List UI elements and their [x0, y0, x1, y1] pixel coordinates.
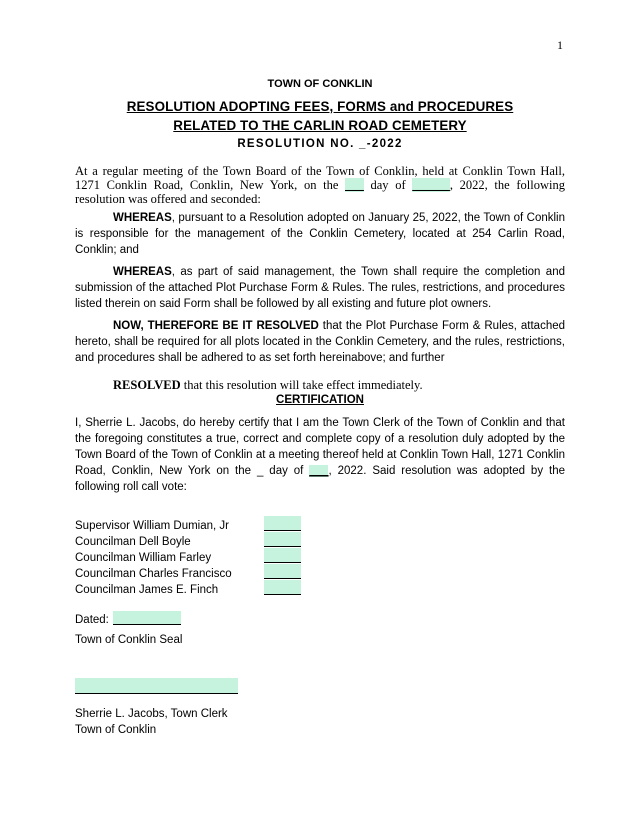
vote-field[interactable]	[264, 532, 301, 547]
certification-text-1: I, Sherrie L. Jacobs, do hereby certify that I am the Town Clerk of the Town of Conklin and that the foregoing constitutes a true, correct and complete copy of a resolution duly adopted by the Town Board of the Town of Conklin at a meeting thereof held at Conklin Town Hall, 1271 Conklin Road, Conklin, New York on the _ day of	[75, 417, 565, 477]
whereas-1-text: , pursuant to a Resolution adopted on January 25, 2022, the Town of Conklin is responsible for the management of the Conklin Cemetery, located at 254 Carlin Road, Conklin; and	[75, 212, 565, 256]
whereas-paragraph-1	[75, 210, 565, 258]
resolution-title-line-2: RELATED TO THE CARLIN ROAD CEMETERY	[173, 118, 467, 133]
roll-call-list	[75, 518, 232, 598]
signer-organization: Town of Conklin	[75, 724, 157, 736]
roll-call-member: Councilman William Farley	[75, 552, 212, 564]
dated-line	[75, 611, 181, 626]
vote-field[interactable]	[264, 548, 301, 563]
whereas-2-text: , as part of said management, the Town shall require the completion and submission of the attached Plot Purchase Form & Rules. The rules, restrictions, and procedures listed therein on said Form shall be followed by all existing and future plot owners.	[75, 266, 565, 310]
town-title: TOWN OF CONKLIN	[267, 78, 373, 90]
vote-field[interactable]	[264, 564, 301, 579]
whereas-paragraph-2	[75, 264, 565, 312]
roll-call-member: Councilman James E. Finch	[75, 584, 219, 596]
whereas-1-lead: WHEREAS	[113, 212, 172, 224]
vote-field[interactable]	[264, 516, 301, 531]
certification-text-2: , 2022. Said resolution was adopted by the following roll call vote:	[75, 465, 565, 493]
resolved-paragraph	[113, 378, 423, 393]
roll-call-vote-fields	[264, 516, 301, 596]
whereas-2-lead: WHEREAS	[113, 266, 172, 278]
certification-paragraph	[75, 415, 565, 495]
resolved-lead: RESOLVED	[113, 378, 181, 392]
roll-call-member: Councilman Charles Francisco	[75, 568, 232, 580]
resolution-number: RESOLUTION NO. _-2022	[237, 138, 403, 150]
dated-label: Dated:	[75, 614, 109, 626]
certification-day-blank[interactable]: ___	[309, 465, 329, 477]
intro-paragraph	[75, 164, 565, 206]
resolved-text: that this resolution will take effect immediately.	[180, 378, 423, 392]
roll-call-member: Supervisor William Dumian, Jr	[75, 520, 230, 532]
vote-field[interactable]	[264, 580, 301, 595]
signer-block	[75, 706, 228, 738]
seal-label: Town of Conklin Seal	[75, 634, 183, 646]
intro-text-2: day of	[363, 178, 413, 192]
certification-heading: CERTIFICATION	[276, 394, 364, 406]
page-number: 1	[557, 38, 563, 52]
roll-call-member: Councilman Dell Boyle	[75, 536, 191, 548]
intro-text-3: , 2022, the following resolution was offered and seconded:	[75, 178, 565, 206]
dated-field[interactable]	[113, 611, 181, 625]
intro-month-blank[interactable]: ______	[412, 178, 450, 192]
now-therefore-lead: NOW, THEREFORE BE IT RESOLVED	[113, 320, 319, 332]
signer-name-title: Sherrie L. Jacobs, Town Clerk	[75, 708, 228, 720]
now-therefore-text: that the Plot Purchase Form & Rules, attached hereto, shall be required for all plots located in the Conklin Cemetery, and the rules, restrictions, and procedures shall be adhered to as set forth hereinabove; and further	[75, 320, 566, 364]
resolution-title-line-1: RESOLUTION ADOPTING FEES, FORMS and PROCEDURES	[126, 99, 514, 114]
intro-text-1: At a regular meeting of the Town Board of the Town of Conklin, held at Conklin Town Hall, 1271 Conklin Road, Conklin, New York, on the	[75, 164, 565, 192]
intro-day-blank[interactable]: ___	[345, 178, 364, 192]
now-therefore-paragraph	[75, 318, 565, 366]
signature-field[interactable]	[75, 678, 238, 694]
